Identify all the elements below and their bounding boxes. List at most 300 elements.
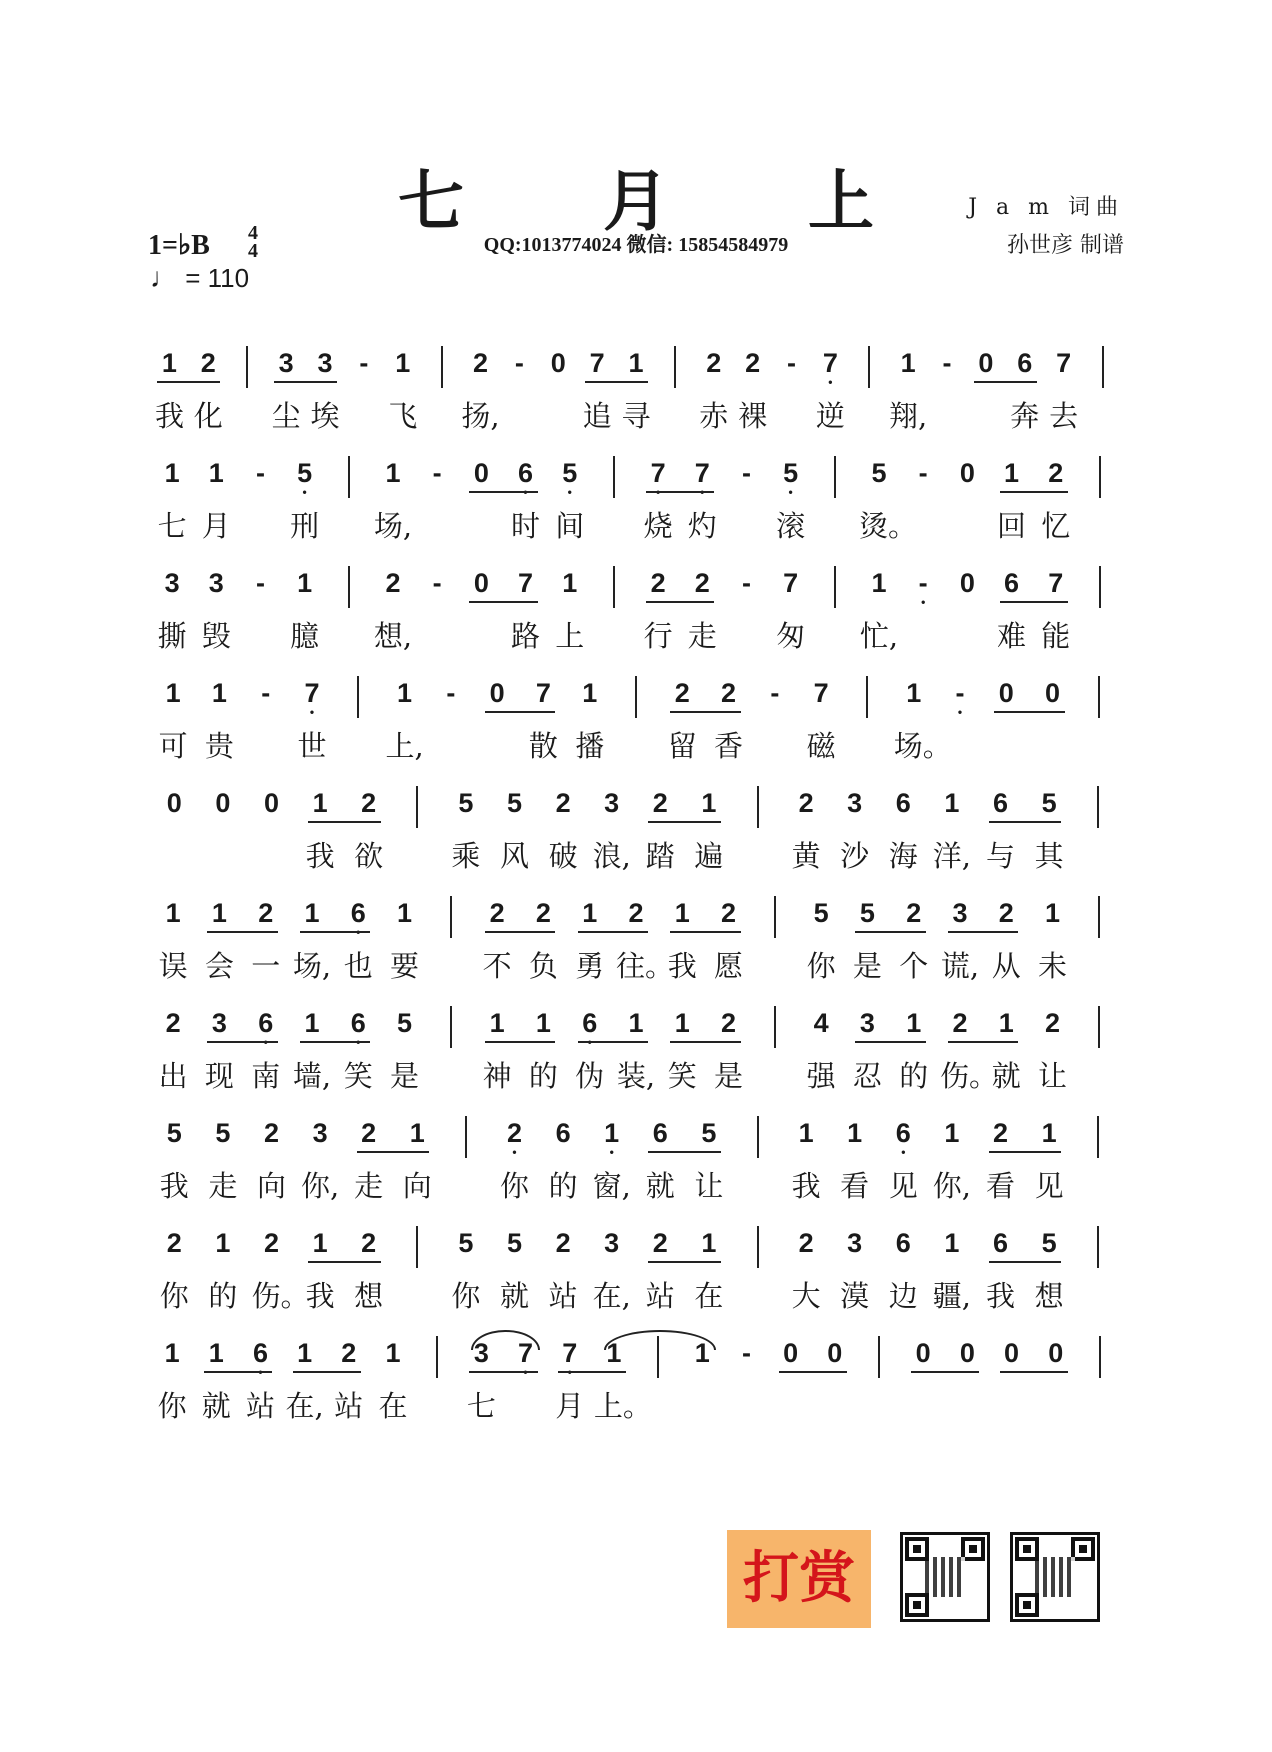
note: 2 xyxy=(652,788,668,818)
beam xyxy=(648,1151,721,1153)
note: 1 xyxy=(1045,898,1061,928)
lyric-syllable: 我 xyxy=(154,399,184,433)
barline xyxy=(757,786,759,828)
note: 2 xyxy=(650,568,666,598)
note: 3 xyxy=(164,568,180,598)
lyric-syllable: 南 xyxy=(251,1059,281,1093)
beam xyxy=(670,711,740,713)
lyric-syllable: 忆 xyxy=(1041,509,1071,543)
lyric-syllable: 月 xyxy=(201,509,231,543)
barline xyxy=(834,456,836,498)
barline xyxy=(465,1116,467,1158)
note: 6 • xyxy=(888,1118,918,1149)
barline xyxy=(757,1226,759,1268)
qr-code-icon xyxy=(900,1532,990,1622)
note: 3 xyxy=(952,898,968,928)
note: 1 xyxy=(701,788,717,818)
lyric-syllable: 让 xyxy=(694,1169,724,1203)
note: 1 xyxy=(674,898,690,928)
lyric-syllable: 也 xyxy=(343,949,373,983)
note: 1 xyxy=(798,1118,814,1148)
barline xyxy=(416,1226,418,1268)
lyric-syllable: 就 xyxy=(201,1389,231,1423)
lyric-syllable: 你 xyxy=(806,949,836,983)
note: 0 xyxy=(998,678,1014,708)
note: 2 xyxy=(992,1118,1009,1148)
quarter-note-icon: ♩ xyxy=(150,262,178,293)
lyric-syllable: 装, xyxy=(616,1059,656,1093)
note: - • xyxy=(908,568,938,599)
note: 5 xyxy=(215,1118,231,1148)
lyric-syllable: 我 xyxy=(159,1169,189,1203)
lyric-syllable: 你, xyxy=(932,1169,971,1203)
beam xyxy=(469,491,537,493)
note: 5 xyxy=(506,788,523,818)
barline xyxy=(1097,1116,1099,1158)
lyric-syllable: 向 xyxy=(402,1169,432,1203)
lyric-syllable: 会 xyxy=(204,949,234,983)
lyric-syllable: 七 xyxy=(157,509,187,543)
note: 1 xyxy=(385,458,401,488)
lyric-syllable: 出 xyxy=(158,1059,188,1093)
note: 2 xyxy=(535,898,551,928)
note: 3 xyxy=(847,1228,863,1258)
beam xyxy=(855,1041,925,1043)
lyric-syllable: 难 xyxy=(997,619,1027,653)
note: 3 xyxy=(211,1008,227,1038)
note: 6 xyxy=(992,788,1009,818)
lyric-syllable: 行 xyxy=(643,619,673,653)
note: 1 xyxy=(582,898,598,928)
barline xyxy=(1099,1336,1101,1378)
lyric-syllable: 让 xyxy=(1038,1059,1068,1093)
beam xyxy=(157,381,220,383)
lyric-syllable: 逆 xyxy=(815,399,845,433)
barline xyxy=(868,346,870,388)
lyric-syllable: 你 xyxy=(159,1279,189,1313)
score-system xyxy=(150,1220,1122,1330)
lyric-syllable: 忍 xyxy=(852,1059,882,1093)
beam xyxy=(779,1371,847,1373)
tie-slur xyxy=(471,1330,539,1350)
time-numerator: 4 xyxy=(248,222,258,244)
note: 6 xyxy=(1004,568,1020,598)
lyric-syllable: 看 xyxy=(840,1169,870,1203)
note: 5 xyxy=(458,788,474,818)
lyric-syllable: 疆, xyxy=(932,1279,971,1313)
note: 0 xyxy=(1045,678,1061,708)
lyric-syllable: 走 xyxy=(208,1169,238,1203)
note: 4 xyxy=(813,1008,829,1038)
beam xyxy=(207,931,277,933)
lyric-syllable: 强 xyxy=(806,1059,836,1093)
note: 2 xyxy=(952,1008,968,1038)
lyric-syllable: 能 xyxy=(1041,619,1071,653)
lyric-syllable: 踏 xyxy=(645,839,675,873)
lyric-syllable: 化 xyxy=(193,399,223,433)
barline xyxy=(348,566,350,608)
barline xyxy=(774,1006,776,1048)
lyric-syllable: 回 xyxy=(997,509,1027,543)
beam xyxy=(357,1151,430,1153)
lyric-syllable: 你, xyxy=(300,1169,340,1203)
lyric-syllable: 刑 xyxy=(290,509,320,543)
lyric-syllable: 香 xyxy=(714,729,744,763)
note: 2 xyxy=(721,898,737,928)
lyric-syllable: 遍 xyxy=(694,839,724,873)
beam xyxy=(670,1041,740,1043)
note: 3 xyxy=(312,1118,328,1148)
note: 2 • xyxy=(500,1118,530,1149)
beam xyxy=(648,821,721,823)
lyric-syllable: 神 xyxy=(482,1059,512,1093)
note: 6 • xyxy=(251,1008,281,1039)
note: 3 xyxy=(847,788,863,818)
score-system xyxy=(150,1000,1122,1110)
qr-code-icon xyxy=(1010,1532,1100,1622)
note: 5 xyxy=(1041,788,1057,818)
lyric-syllable: 上 xyxy=(555,619,585,653)
note: 2 xyxy=(998,898,1014,928)
note: 5 xyxy=(813,898,829,928)
beam xyxy=(974,381,1037,383)
lyric-syllable: 我 xyxy=(305,1279,335,1313)
note: 6 xyxy=(992,1228,1009,1258)
note: 6 • xyxy=(245,1338,275,1369)
note: 2 xyxy=(674,678,690,708)
note: 1 xyxy=(164,1338,180,1368)
note: 1 xyxy=(535,1008,551,1038)
note: 2 xyxy=(361,1118,377,1148)
note: 1 xyxy=(397,898,413,928)
note: 1 xyxy=(562,568,578,598)
note: 7 xyxy=(518,568,534,598)
note: 5 xyxy=(397,1008,413,1038)
note: 1 xyxy=(906,678,922,708)
note: 6 • xyxy=(511,458,541,489)
barline xyxy=(774,896,776,938)
lyric-syllable: 伪 xyxy=(575,1059,605,1093)
lyric-syllable: 沙 xyxy=(840,839,870,873)
note: 2 xyxy=(745,348,761,378)
lyric-syllable: 上。 xyxy=(593,1389,652,1423)
note: - xyxy=(255,458,265,488)
lyric-syllable: 欲 xyxy=(354,839,384,873)
barline xyxy=(246,346,248,388)
note: 1 xyxy=(694,1338,710,1368)
note: 1 xyxy=(674,1008,690,1038)
note: 2 xyxy=(798,788,814,818)
beam xyxy=(989,821,1062,823)
lyric-syllable: 就 xyxy=(991,1059,1021,1093)
beam xyxy=(911,1371,979,1373)
barline xyxy=(866,676,868,718)
lyric-syllable: 要 xyxy=(390,949,420,983)
lyric-syllable: 笑 xyxy=(667,1059,697,1093)
note: 2 xyxy=(628,898,644,928)
note: 6 xyxy=(895,788,911,818)
note: 2 xyxy=(555,1228,571,1258)
note: 2 xyxy=(263,1228,280,1258)
beam xyxy=(469,601,537,603)
note: - xyxy=(432,568,442,598)
beam xyxy=(1000,1371,1068,1373)
note: - • xyxy=(945,678,975,709)
beam xyxy=(646,491,714,493)
lyric-syllable: 其 xyxy=(1034,839,1064,873)
lyric-syllable: 站 xyxy=(334,1389,364,1423)
lyric-syllable: 场。 xyxy=(893,729,952,763)
lyric-syllable: 站 xyxy=(548,1279,578,1313)
note: - xyxy=(255,568,265,598)
lyric-syllable: 在, xyxy=(285,1389,324,1423)
lyric-syllable: 见 xyxy=(888,1169,918,1203)
beam xyxy=(558,1371,626,1373)
note: 6 • xyxy=(575,1008,605,1039)
lyric-syllable: 现 xyxy=(204,1059,234,1093)
note: 0 xyxy=(215,788,231,818)
beam xyxy=(308,821,381,823)
note: 1 xyxy=(208,458,224,488)
note: 1 xyxy=(906,1008,922,1038)
note: 2 xyxy=(263,1118,280,1148)
lyric-syllable: 未 xyxy=(1038,949,1068,983)
lyric-syllable: 愿 xyxy=(714,949,744,983)
lyric-syllable: 七 xyxy=(466,1389,496,1423)
lyric-syllable: 误 xyxy=(158,949,188,983)
note: 6 xyxy=(555,1118,571,1148)
score-system xyxy=(150,1330,1122,1440)
note: 5 xyxy=(1041,1228,1057,1258)
barline xyxy=(441,346,443,388)
barline xyxy=(1098,1006,1100,1048)
note: 3 xyxy=(208,568,224,598)
beam xyxy=(300,931,370,933)
lyric-syllable: 漠 xyxy=(840,1279,870,1313)
note: 2 xyxy=(489,898,505,928)
score-system xyxy=(150,1110,1122,1220)
beam xyxy=(204,1371,272,1373)
barline xyxy=(878,1336,880,1378)
lyric-syllable: 勇 xyxy=(575,949,605,983)
note: 2 xyxy=(472,348,488,378)
lyric-syllable: 尘 xyxy=(271,399,301,433)
note: 5 xyxy=(458,1228,474,1258)
note: 1 xyxy=(312,788,328,818)
lyric-syllable: 翔, xyxy=(889,399,928,433)
note: 7 • xyxy=(815,348,845,379)
lyric-syllable: 想 xyxy=(354,1279,384,1313)
lyric-syllable: 我 xyxy=(667,949,697,983)
lyric-syllable: 浪, xyxy=(592,839,631,873)
note: 0 xyxy=(827,1338,843,1368)
lyric-syllable: 窗, xyxy=(592,1169,631,1203)
lyric-syllable: 黄 xyxy=(791,839,821,873)
lyric-syllable: 上, xyxy=(385,729,424,763)
beam xyxy=(855,931,925,933)
time-denominator: 4 xyxy=(248,240,258,262)
note: 1 xyxy=(215,1228,231,1258)
lyric-syllable: 走 xyxy=(687,619,717,653)
note: 1 xyxy=(847,1118,863,1148)
note: 1 xyxy=(409,1118,425,1148)
lyric-syllable: 洋, xyxy=(932,839,971,873)
note: - xyxy=(514,348,524,378)
lyric-syllable: 大 xyxy=(791,1279,821,1313)
note: 1 xyxy=(395,348,411,378)
note: - xyxy=(446,678,456,708)
note: 1 xyxy=(297,1338,313,1368)
note: 1 xyxy=(165,898,181,928)
beam xyxy=(646,601,714,603)
beam xyxy=(948,931,1018,933)
note: 1 xyxy=(165,678,181,708)
note: - xyxy=(942,348,952,378)
beam xyxy=(207,1041,277,1043)
lyric-syllable: 间 xyxy=(555,509,585,543)
score-system xyxy=(150,670,1122,780)
note: 7 xyxy=(1048,568,1064,598)
note: 3 xyxy=(473,1338,489,1368)
beam xyxy=(989,1261,1062,1263)
note: 7 • xyxy=(643,458,673,489)
lyric-syllable: 在 xyxy=(378,1389,408,1423)
barline xyxy=(757,1116,759,1158)
barline xyxy=(348,456,350,498)
note: 2 xyxy=(1048,458,1064,488)
lyric-syllable: 磁 xyxy=(806,729,836,763)
lyric-syllable: 是 xyxy=(714,1059,744,1093)
note: 2 xyxy=(721,1008,737,1038)
note: 1 xyxy=(304,898,320,928)
note: 7 • xyxy=(297,678,327,709)
key-signature: 1=♭B xyxy=(148,230,210,261)
lyric-syllable: 撕 xyxy=(157,619,187,653)
lyric-syllable: 想 xyxy=(1034,1279,1064,1313)
lyric-syllable: 从 xyxy=(991,949,1021,983)
barline xyxy=(1098,676,1100,718)
note: 3 xyxy=(604,1228,620,1258)
lyric-syllable: 不 xyxy=(482,949,512,983)
note: 2 xyxy=(555,788,571,818)
lyric-syllable: 路 xyxy=(511,619,541,653)
score-system xyxy=(150,890,1122,1000)
arranger-credit: 孙世彦 制谱 xyxy=(1007,233,1124,258)
note: 6 xyxy=(652,1118,668,1148)
note: 5 xyxy=(871,458,887,488)
note: 0 xyxy=(1048,1338,1064,1368)
note: 7 • xyxy=(511,1338,541,1369)
note: 7 xyxy=(813,678,829,708)
note: 0 xyxy=(473,568,489,598)
note: 1 xyxy=(397,678,413,708)
note: 0 xyxy=(959,458,975,488)
lyric-syllable: 在, xyxy=(592,1279,631,1313)
page-title: 七 月 上 xyxy=(398,162,932,240)
lyric-syllable: 见 xyxy=(1034,1169,1064,1203)
note: - xyxy=(918,458,928,488)
beam xyxy=(948,1041,1018,1043)
lyric-syllable: 埃 xyxy=(310,399,340,433)
lyric-syllable: 破 xyxy=(548,839,578,873)
lyric-syllable: 时 xyxy=(511,509,541,543)
tempo-value: = 110 xyxy=(185,263,250,293)
note: 2 xyxy=(1045,1008,1061,1038)
lyric-syllable: 扬, xyxy=(461,399,500,433)
note: 5 • xyxy=(776,458,806,489)
barline xyxy=(436,1336,438,1378)
beam xyxy=(485,1041,555,1043)
note: 5 xyxy=(701,1118,717,1148)
lyric-syllable: 看 xyxy=(985,1169,1015,1203)
barline xyxy=(834,566,836,608)
score-system xyxy=(150,450,1122,560)
note: 1 xyxy=(871,568,887,598)
note: 2 xyxy=(361,788,377,818)
note: - xyxy=(741,1338,751,1368)
lyric-syllable: 伤。 xyxy=(251,1279,310,1313)
beam xyxy=(989,1151,1062,1153)
note: 2 xyxy=(721,678,737,708)
lyric-syllable: 的 xyxy=(548,1169,578,1203)
note: 7 • xyxy=(687,458,717,489)
lyric-syllable: 贵 xyxy=(204,729,234,763)
note: 6 xyxy=(1017,348,1033,378)
score-system xyxy=(150,560,1122,670)
barline xyxy=(416,786,418,828)
note: 3 xyxy=(859,1008,875,1038)
note: 1 xyxy=(944,788,960,818)
reward-button[interactable]: 打赏 xyxy=(727,1530,871,1628)
note: 1 xyxy=(944,1118,960,1148)
barline xyxy=(613,566,615,608)
lyric-syllable: 笑 xyxy=(343,1059,373,1093)
lyric-syllable: 站 xyxy=(645,1279,675,1313)
score-system xyxy=(150,340,1122,450)
beam xyxy=(578,931,648,933)
lyric-syllable: 滚 xyxy=(776,509,806,543)
note: 0 xyxy=(489,678,505,708)
note: 2 xyxy=(166,1228,182,1258)
lyric-syllable: 匆 xyxy=(776,619,806,653)
lyric-syllable: 就 xyxy=(499,1279,529,1313)
lyric-syllable: 向 xyxy=(256,1169,286,1203)
lyric-syllable: 臆 xyxy=(290,619,320,653)
note: 1 xyxy=(489,1008,505,1038)
lyric-syllable: 想, xyxy=(373,619,413,653)
lyrics-composer-credit: J a m 词曲 xyxy=(968,195,1124,220)
barline xyxy=(1097,786,1099,828)
lyric-syllable: 与 xyxy=(985,839,1015,873)
lyric-syllable: 伤。 xyxy=(940,1059,999,1093)
note: 2 xyxy=(341,1338,357,1368)
note: - xyxy=(741,458,751,488)
note: 1 xyxy=(297,568,313,598)
barline xyxy=(635,676,637,718)
note: 2 xyxy=(798,1228,814,1258)
lyric-syllable: 的 xyxy=(208,1279,238,1313)
note: 5 • xyxy=(555,458,585,489)
lyric-syllable: 你 xyxy=(157,1389,187,1423)
note: 0 xyxy=(1004,1338,1020,1368)
note: 1 xyxy=(582,678,598,708)
note: 2 xyxy=(652,1228,668,1258)
note: 1 xyxy=(701,1228,717,1258)
lyric-syllable: 灼 xyxy=(687,509,717,543)
note: - xyxy=(770,678,780,708)
lyric-syllable: 的 xyxy=(528,1059,558,1093)
lyric-syllable: 忙, xyxy=(859,619,899,653)
